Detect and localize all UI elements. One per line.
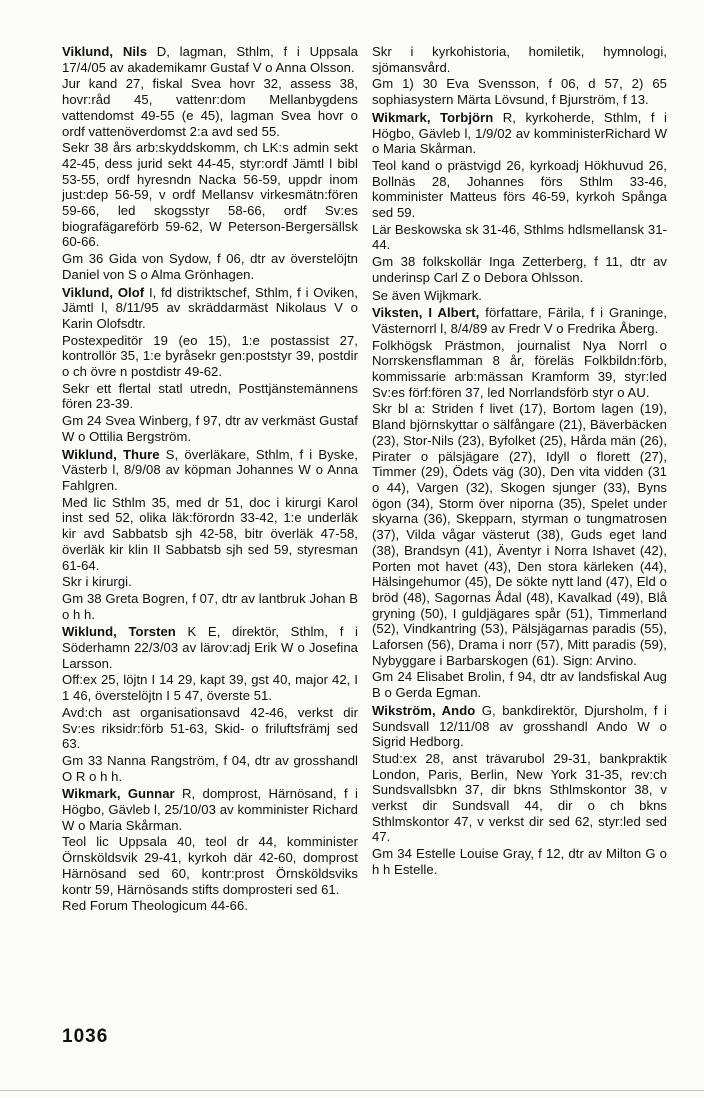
right-column <box>372 44 667 880</box>
entry-paragraph <box>62 333 358 380</box>
entry-paragraph <box>372 254 667 285</box>
left-column <box>62 44 358 916</box>
entry-first-paragraph <box>62 44 358 75</box>
entry-paragraph <box>372 158 667 221</box>
entry-text: författare, Färila, f i Graninge, Västernorrl l, 8/4/89 av Fredr V o Fredrika Åberg. <box>372 305 667 336</box>
entry-name: Viklund, Nils <box>62 44 148 59</box>
entry-paragraph <box>62 672 358 703</box>
entry-name: Wiklund, Thure <box>62 446 160 462</box>
entry-paragraph <box>372 669 667 700</box>
entry-paragraph <box>372 44 667 75</box>
entry-paragraph <box>62 140 358 250</box>
entry-first-paragraph <box>62 624 358 671</box>
entry-paragraph <box>62 381 358 412</box>
entry-paragraph <box>372 76 667 107</box>
entry-text: Gm 34 Estelle Louise Gray, f 12, dtr av Milton G o h h Estelle. <box>372 846 667 877</box>
entry-text: Skr i kirurgi. <box>62 574 132 590</box>
entry-paragraph <box>62 76 358 139</box>
entry-text: Folkhögsk Prästmon, journalist Nya Norrl o Norrskensflamman 8 år, föreläs Folkbildn:förb, kommissarie arb:mässan Kramform 39, styr:led Sv:es förf:fören 37, led Norrlandsförb styr o AU. <box>372 337 667 400</box>
biography-entry <box>62 447 358 623</box>
entry-name: Wikmark, Torbjörn <box>372 109 494 125</box>
entry-text: Off:ex 25, löjtn I 14 29, kapt 39, gst 40, major 42, I 1 46, överstelöjtn I 5 47, överste 51. <box>62 672 358 704</box>
entry-text: Avd:ch ast organisationsavd 42-46, verkst dir Sv:es riksidr:förb 51-63, Skid- o friluftsfrämj sed 63. <box>62 704 358 752</box>
entry-text: Med lic Sthlm 35, med dr 51, doc i kirurgi Karol inst sed 52, olika läk:förordn 33-42, 1:e underläk kir avd Sabbatsb sjh 42-58, bitr överläk 47-58, överläk kir klin II Sabbatsb sjh sed 59, styresman 61-64. <box>62 494 358 573</box>
biography-entry <box>62 285 358 445</box>
entry-name: Viksten, I Albert, <box>372 305 480 321</box>
entry-text: Red Forum Theologicum 44-66. <box>62 898 249 914</box>
entry-paragraph <box>372 288 667 304</box>
entry-first-paragraph <box>62 285 358 332</box>
entry-text: Teol kand o prästvigd 26, kyrkoadj Hökhuvud 26, Bollnäs 28, Johannes förs Sthlm 33-46, komminister Matteus förs 46-59, kyrkoh Spånga sed 59. <box>372 157 667 221</box>
entry-paragraph <box>62 898 358 914</box>
entry-text: D, lagman, Sthlm, f i Uppsala 17/4/05 av akademikamr Gustaf V o Anna Olsson. <box>62 44 358 75</box>
entry-paragraph <box>372 222 667 253</box>
entry-text: Lär Beskowska sk 31-46, Sthlms hdlsmellansk 31-44. <box>372 221 667 253</box>
entry-text: S, överläkare, Sthlm, f i Byske, Västerb l, 8/9/08 av köpman Johannes W o Anna Fahlgren. <box>62 446 358 493</box>
entry-text: Gm 36 Gida von Sydow, f 06, dtr av överstelöjtn Daniel von S o Alma Grönhagen. <box>62 251 358 282</box>
entry-paragraph <box>62 495 358 574</box>
entry-text: Jur kand 27, fiskal Svea hovr 32, assess 38, hovr:råd 45, vattenr:dom Mellanbygdens vattendomst 49-55 (e 45), lagman Svea hovr o ordf vattenöverdomst 2:a avd sed 55. <box>62 76 358 139</box>
entry-first-paragraph <box>62 447 358 494</box>
entry-paragraph <box>62 574 358 590</box>
entry-text: Gm 24 Elisabet Brolin, f 94, dtr av landsfiskal Aug B o Gerda Egman. <box>372 669 667 701</box>
entry-paragraph <box>372 751 667 845</box>
entry-text: R, kyrkoherde, Sthlm, f i Högbo, Gävleb l, 1/9/02 av komministerRichard W o Maria Skårman. <box>372 109 667 157</box>
biography-entry <box>372 703 667 878</box>
entry-paragraph <box>62 753 358 784</box>
entry-text: Skr i kyrkohistoria, homiletik, hymnologi, sjömansvård. <box>372 44 667 75</box>
entry-text: Gm 1) 30 Eva Svensson, f 06, d 57, 2) 65 sophiasystern Märta Lövsund, f Bjurström, f 13. <box>372 76 667 108</box>
entry-text: Gm 38 Greta Bogren, f 07, dtr av lantbruk Johan B o h h. <box>62 590 358 622</box>
entry-text: G, bankdirektör, Djursholm, f i Sundsvall 12/11/08 av grosshandl Ando W o Sigrid Hedborg. <box>372 702 668 750</box>
entry-paragraph <box>62 591 358 622</box>
entry-paragraph <box>62 834 358 897</box>
entry-name: Wikmark, Gunnar <box>62 786 175 802</box>
biography-entry <box>372 288 667 304</box>
entry-text: Sekr 38 års arb:skyddskomm, ch LK:s admin sekt 42-45, dess jurid sekt 44-45, styr:ordf Jämtl l bibl 53-55, ordf hyresndn Nacka 56-59, uppdr inom just:dep 56-59, v ordf Mellansv virkesmätn:fören 59-66, led skogsstyr 58-66, ordf Sv:es biografägareförb 59-62, W Peterson-Bergersällsk 60-66. <box>62 140 358 250</box>
entry-text: Gm 24 Svea Winberg, f 97, dtr av verkmäst Gustaf W o Ottilia Bergström. <box>62 413 358 444</box>
entry-paragraph <box>372 846 667 877</box>
entry-first-paragraph <box>372 305 667 336</box>
biography-entry <box>62 624 358 784</box>
biography-entry <box>62 786 358 914</box>
entry-text: R, domprost, Härnösand, f i Högbo, Gävleb l, 25/10/03 av komminister Richard W o Maria Skårman. <box>62 786 358 833</box>
entry-name: Wiklund, Torsten <box>62 624 176 640</box>
entry-first-paragraph <box>372 703 667 750</box>
biography-entry <box>372 305 667 701</box>
entry-text: Skr bl a: Striden f livet (17), Bortom lagen (19), Bland björnskyttar o sälfångare (21), Bäverbäcken (23), Stor-Nils (23), Byfolket (25), Hårda män (26), Pirater o pälsjägare (27), Idyll o florett (27), Timmer (29), Ödets väg (30), Den vita vidden (31 o 44), Vargen (32), Skogen sjunger (33), Byns ögon (34), Storm över niporna (35), Spelet under skyarna (36), Skepparn, styrman o tungmatrosen (37), Vilda vågar västerut (38), Guds eget land (38), Brandsyn (41), Äventyr i Norra Ishavet (42), Porten mot havet (43), Den stora kärleken (44), Hälsingehumor (45), De sökte nytt land (47), Eld o bröd (48), Sagornas Ådal (48), Kavalkad (49), Blå gryning (50), I guldjägares spår (51), Timmerland (52), Vindkantring (53), Pälsjägarnas paradis (55), Laforsen (56), Drama i norr (57), Mitt paradis (59), Nybyggare i Barbarskogen (61). Sign: Arvino. <box>372 401 667 668</box>
entry-paragraph <box>372 338 667 401</box>
entry-paragraph <box>62 705 358 752</box>
entry-text: Stud:ex 28, anst trävarubol 29-31, bankpraktik London, Paris, Berlin, New York 31-35, rev:ch Sundsvallsbkn 37, dir bkns Sthlmskontor 38, v verkst dir Sundsvall 44, dir o ch bkns Sthlmskontor 47, v verkst dir sed 62, styr:led sed 47. <box>372 750 667 845</box>
entry-name: Wikström, Ando <box>372 702 476 718</box>
bottom-rule <box>0 1090 704 1091</box>
entry-first-paragraph <box>372 110 667 157</box>
entry-paragraph <box>62 251 358 282</box>
entry-text: Sekr ett flertal statl utredn, Posttjänstemännens fören 23-39. <box>62 380 358 412</box>
entry-text: Se även Wijkmark. <box>372 287 482 303</box>
entry-paragraph <box>62 413 358 444</box>
entry-paragraph <box>372 401 667 668</box>
entry-text: Gm 33 Nanna Rangström, f 04, dtr av grosshandl O R o h h. <box>62 752 358 784</box>
biography-entry <box>372 44 667 108</box>
entry-text: K E, direktör, Sthlm, f i Söderhamn 22/3/03 av lärov:adj Erik W o Josefina Larsson. <box>62 624 358 671</box>
entry-text: Gm 38 folkskollär Inga Zetterberg, f 11, dtr av underinsp Carl Z o Debora Ohlsson. <box>372 254 667 285</box>
entry-name: Viklund, Olof <box>62 284 145 300</box>
biography-entry <box>372 110 667 286</box>
page-number: 1036 <box>62 1026 109 1047</box>
entry-first-paragraph <box>62 786 358 833</box>
entry-text: I, fd distriktschef, Sthlm, f i Oviken, Jämtl l, 8/11/95 av skräddarmäst Nikolaus V o Karin Olofsdtr. <box>62 284 358 331</box>
biography-entry <box>62 44 358 283</box>
entry-text: Teol lic Uppsala 40, teol dr 44, komminister Örnsköldsvik 29-41, kyrkoh där 42-60, domprost Härnösand sed 60, kontr:prost Örnsköldsviks kontr 59, Härnösands stifts domprosteri sed 61. <box>62 834 358 897</box>
entry-text: Postexpeditör 19 (eo 15), 1:e postassist 27, kontrollör 35, 1:e byråsekr gen:poststyr 39, postdir o ch övre n postdistr 49-62. <box>62 332 358 380</box>
